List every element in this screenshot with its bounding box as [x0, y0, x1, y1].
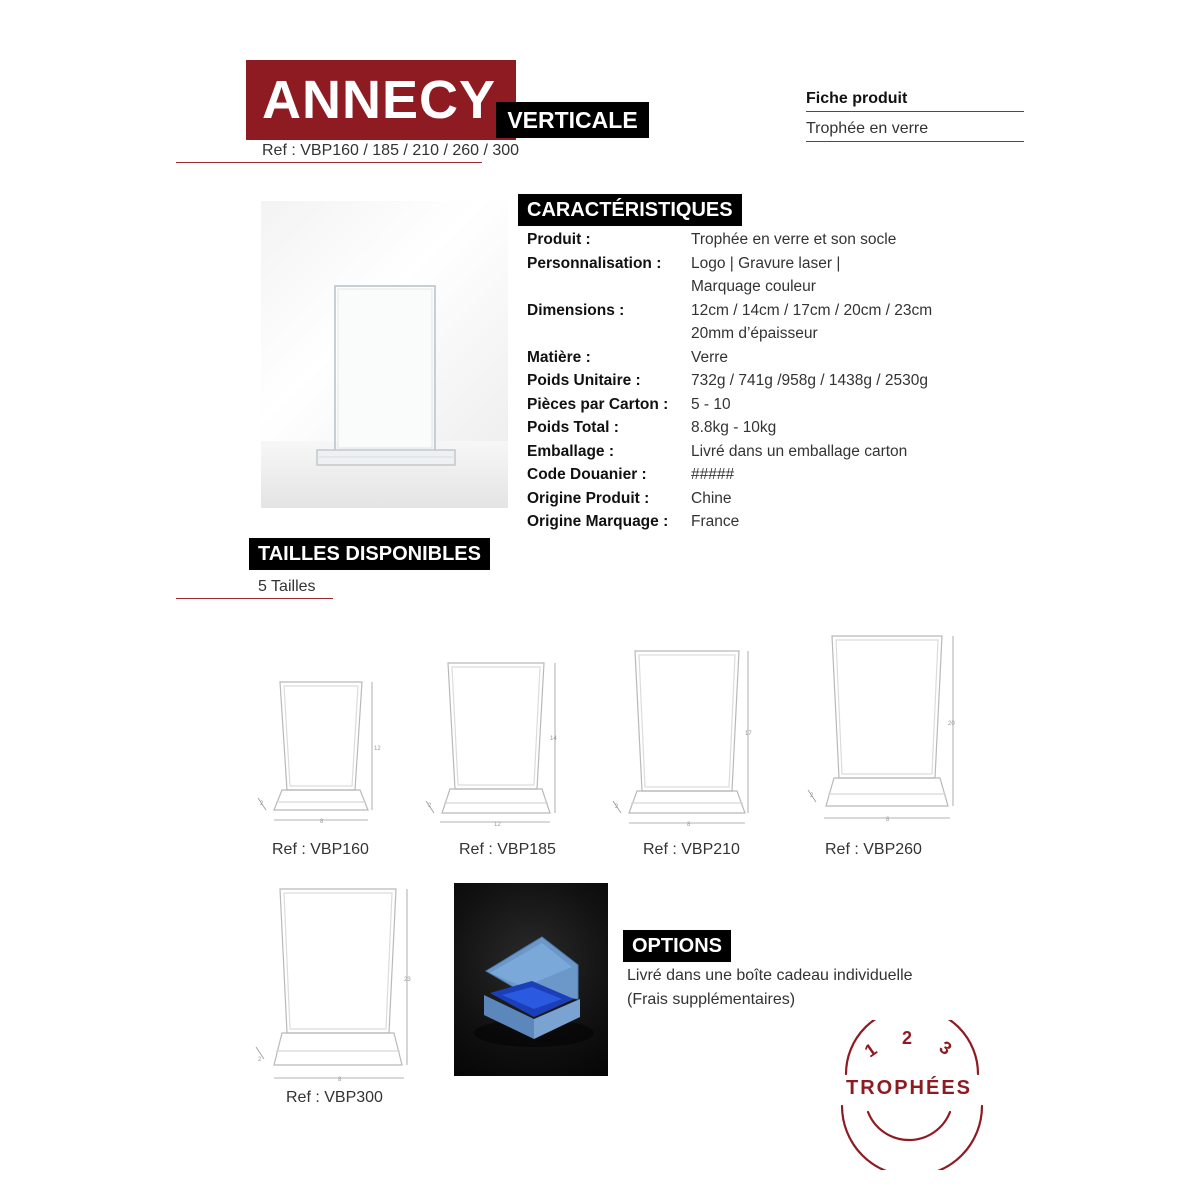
size-drawing-vbp260 [800, 630, 965, 830]
size-drawing-vbp185 [420, 655, 570, 830]
spec-label: Origine Marquage : [527, 513, 669, 530]
gift-box-photo [454, 883, 608, 1076]
fiche-title: Fiche produit [806, 90, 908, 107]
divider [176, 598, 333, 599]
size-drawing-vbp160 [250, 670, 390, 830]
dimension-depth-label: 2 [810, 793, 814, 799]
dimension-height-label: 23 [404, 977, 411, 983]
spec-label: Poids Total : [527, 419, 619, 436]
size-ref: Ref : VBP210 [643, 841, 740, 858]
size-drawing-vbp300 [250, 883, 420, 1088]
dimension-width-label: 8 [338, 1077, 342, 1083]
size-ref: Ref : VBP160 [272, 841, 369, 858]
logo-wordmark: TROPHÉES [845, 1077, 973, 1099]
dimension-depth-label: 2 [260, 801, 264, 807]
product-photo [261, 201, 508, 508]
size-ref: Ref : VBP300 [286, 1089, 383, 1106]
spec-value: Logo | Gravure laser | [691, 255, 841, 272]
spec-value: Verre [691, 349, 729, 366]
spec-value: France [691, 513, 740, 530]
dimension-height-label: 14 [550, 736, 557, 742]
spec-label: Emballage : [527, 443, 614, 460]
spec-value: ##### [691, 466, 735, 483]
dimension-depth-label: 2 [615, 804, 619, 810]
dimension-depth-label: 2 [428, 803, 432, 809]
logo-digit-3: 3 [935, 1036, 956, 1060]
dimension-width-label: 12 [494, 822, 501, 828]
size-ref: Ref : VBP260 [825, 841, 922, 858]
divider [176, 162, 482, 163]
divider [806, 141, 1024, 142]
spec-value: 12cm / 14cm / 17cm / 20cm / 23cm [691, 302, 933, 319]
sizes-heading: TAILLES DISPONIBLES [249, 538, 490, 570]
dimension-width-label: 8 [886, 817, 890, 823]
spec-label: Produit : [527, 231, 591, 248]
sizes-count: 5 Tailles [258, 578, 316, 595]
options-line-2: (Frais supplémentaires) [627, 991, 796, 1008]
options-line-1: Livré dans une boîte cadeau individuelle [627, 967, 913, 984]
brand-logo [828, 1020, 990, 1170]
spec-label: Origine Produit : [527, 490, 650, 507]
logo-digit-1: 1 [860, 1039, 881, 1062]
dimension-height-label: 12 [374, 746, 381, 752]
spec-value: Trophée en verre et son socle [691, 231, 897, 248]
spec-value: 8.8kg - 10kg [691, 419, 777, 436]
dimension-width-label: 8 [687, 822, 691, 828]
spec-value: 732g / 741g /958g / 1438g / 2530g [691, 372, 929, 389]
spec-value: Livré dans un emballage carton [691, 443, 908, 460]
spec-label: Pièces par Carton : [527, 396, 669, 413]
spec-label: Matière : [527, 349, 591, 366]
product-subtitle: VERTICALE [496, 102, 649, 138]
size-ref: Ref : VBP185 [459, 841, 556, 858]
characteristics-heading: CARACTÉRISTIQUES [518, 194, 742, 226]
size-drawing-vbp210 [605, 645, 755, 830]
spec-label: Personnalisation : [527, 255, 662, 272]
divider [806, 111, 1024, 112]
fiche-subtitle: Trophée en verre [806, 120, 929, 137]
gift-box-image [454, 883, 608, 1076]
options-heading: OPTIONS [623, 930, 731, 962]
dimension-width-label: 8 [320, 819, 324, 825]
dimension-height-label: 17 [745, 731, 752, 737]
product-ref: Ref : VBP160 / 185 / 210 / 260 / 300 [262, 142, 520, 159]
spec-label: Poids Unitaire : [527, 372, 641, 389]
product-title: ANNECY [262, 70, 497, 130]
spec-value: Chine [691, 490, 732, 507]
logo-digit-2: 2 [902, 1028, 913, 1048]
glass-trophy-image [261, 201, 508, 508]
dimension-depth-label: 2 [258, 1057, 262, 1063]
spec-label: Dimensions : [527, 302, 625, 319]
spec-label: Code Douanier : [527, 466, 647, 483]
dimension-height-label: 20 [948, 721, 955, 727]
spec-value: 5 - 10 [691, 396, 731, 413]
spec-value: 20mm d’épaisseur [691, 325, 818, 342]
spec-value: Marquage couleur [691, 278, 816, 295]
